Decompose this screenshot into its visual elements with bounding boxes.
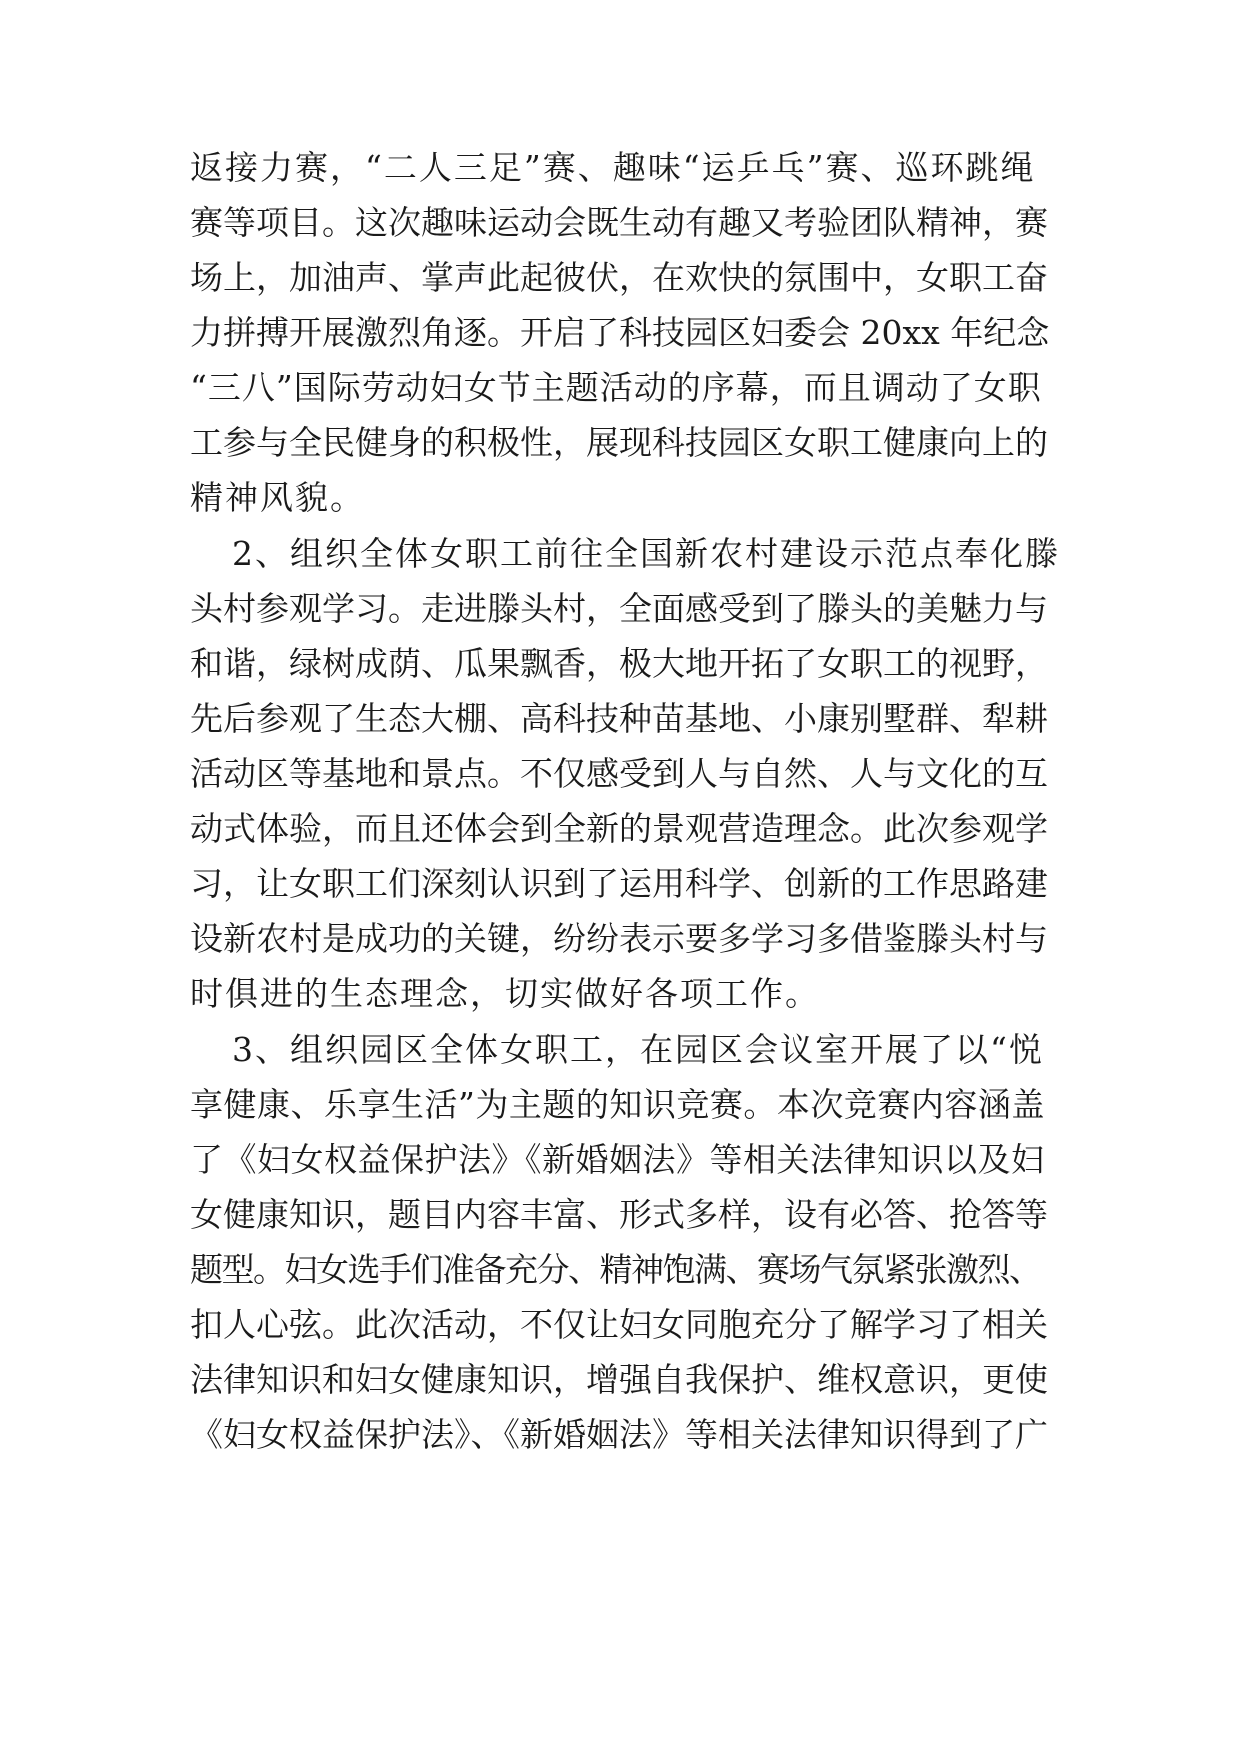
- text-line: 力拼搏开展激烈角逐。开启了科技园区妇委会 20xx 年纪念: [190, 313, 1050, 352]
- text-line: 设新农村是成功的关键，纷纷表示要多学习多借鉴滕头村与: [190, 919, 1048, 958]
- text-line: 返接力赛，“二人三足”赛、趣味“运乒乓”赛、巡环跳绳: [190, 148, 1036, 187]
- text-line: 工参与全民健身的积极性，展现科技园区女职工健康向上的: [190, 423, 1048, 462]
- text-line: 时俱进的生态理念，切实做好各项工作。: [190, 974, 820, 1013]
- paragraph-start-line: 3、组织园区全体女职工，在园区会议室开展了以“悦: [232, 1030, 1044, 1069]
- text-line: 活动区等基地和景点。不仅感受到人与自然、人与文化的互: [190, 754, 1048, 793]
- text-line: 习，让女职工们深刻认识到了运用科学、创新的工作思路建: [190, 864, 1048, 903]
- text-line: 头村参观学习。走进滕头村，全面感受到了滕头的美魅力与: [190, 589, 1048, 628]
- text-line: 题型。妇女选手们准备充分、精神饱满、赛场气氛紧张激烈、: [190, 1250, 1041, 1289]
- text-line: 场上，加油声、掌声此起彼伏，在欢快的氛围中，女职工奋: [190, 258, 1048, 297]
- text-line: 了《妇女权益保护法》《新婚姻法》等相关法律知识以及妇: [190, 1140, 1045, 1179]
- text-line: 动式体验，而且还体会到全新的景观营造理念。此次参观学: [190, 809, 1048, 848]
- text-line: 赛等项目。这次趣味运动会既生动有趣又考验团队精神，赛: [190, 203, 1048, 242]
- text-line: 法律知识和妇女健康知识，增强自我保护、维权意识，更使: [190, 1360, 1048, 1399]
- text-line: 精神风貌。: [190, 478, 365, 517]
- text-line: 女健康知识，题目内容丰富、形式多样，设有必答、抢答等: [190, 1195, 1048, 1234]
- text-line: 扣人心弦。此次活动，不仅让妇女同胞充分了解学习了相关: [190, 1305, 1048, 1344]
- text-line: 先后参观了生态大棚、高科技种苗基地、小康别墅群、犁耕: [190, 699, 1048, 738]
- text-line: 享健康、乐享生活”为主题的知识竞赛。本次竞赛内容涵盖: [190, 1085, 1045, 1124]
- text-line: 《妇女权益保护法》、《新婚姻法》等相关法律知识得到了广: [190, 1415, 1048, 1454]
- text-line: “三八”国际劳动妇女节主题活动的序幕，而且调动了女职: [190, 368, 1042, 407]
- paragraph-start-line: 2、组织全体女职工前往全国新农村建设示范点奉化滕: [232, 534, 1060, 573]
- text-line: 和谐，绿树成荫、瓜果飘香，极大地开拓了女职工的视野，: [190, 644, 1048, 683]
